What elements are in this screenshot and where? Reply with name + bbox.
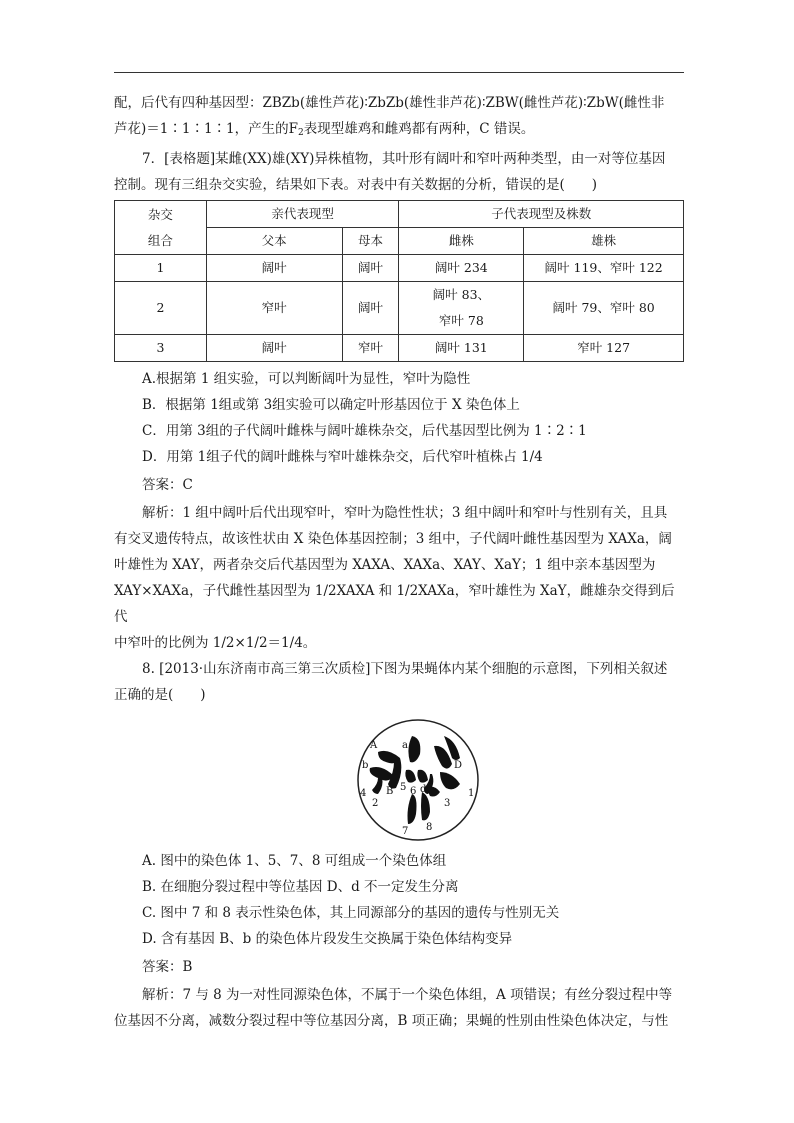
subscript: 2 — [298, 128, 304, 138]
text-fragment: 芦花)＝1∶1∶1∶1，产生的F — [114, 121, 298, 137]
cell-no: 3 — [115, 335, 207, 362]
q7-option-b: B．根据第 1组或第 3组实验可以确定叶形基因位于 X 染色体上 — [142, 397, 520, 413]
q7-option-d: D．用第 1组子代的阔叶雌株与窄叶雄株杂交，后代窄叶植株占 1/4 — [142, 449, 543, 465]
header-cross-line1: 杂交 — [147, 206, 173, 222]
label-6: 6 — [410, 786, 417, 797]
label-3: 3 — [444, 798, 451, 809]
cell-diagram — [356, 718, 480, 842]
header-female: 雌株 — [399, 228, 524, 255]
q8-option-a: A. 图中的染色体 1、5、7、8 可组成一个染色体组 — [142, 853, 447, 869]
cell-mother: 窄叶 — [342, 335, 399, 362]
label-5: 5 — [400, 782, 407, 793]
label-a: a — [402, 740, 408, 751]
q7-analysis-line1: 解析：1 组中阔叶后代出现窄叶，窄叶为隐性性状；3 组中阔叶和窄叶与性别有关，且具 — [142, 505, 668, 521]
cell-mother: 阔叶 — [342, 255, 399, 282]
label-d: d — [420, 784, 427, 795]
cell-no: 1 — [115, 255, 207, 282]
q8-analysis-line2: 位基因不分离，减数分裂过程中等位基因分离，B 项正确；果蝇的性别由性染色体决定，与性 — [114, 1013, 669, 1029]
q8-option-d: D. 含有基因 B、b 的染色体片段发生交换属于染色体结构变异 — [142, 931, 513, 947]
cell-no: 2 — [115, 282, 207, 335]
q7-stem-line1: 7．[表格题]某雌(XX)雄(XY)异株植物，其叶形有阔叶和窄叶两种类型，由一对等位基因 — [142, 151, 666, 167]
q8-option-c: C. 图中 7 和 8 表示性染色体，其上同源部分的基因的遗传与性别无关 — [142, 905, 560, 921]
label-7: 7 — [402, 826, 409, 837]
q8-stem-line2: 正确的是( ) — [114, 687, 206, 703]
prev-explanation-line1: 配，后代有四种基因型：ZBZb(雄性芦花)∶ZbZb(雄性非芦花)∶ZBW(雌性芦花)∶ZbW(雌性非 — [114, 95, 665, 111]
cell-female — [399, 282, 524, 335]
header-mother: 母本 — [342, 228, 399, 255]
prev-explanation-line2 — [114, 116, 684, 146]
header-offspring: 子代表现型及株数 — [399, 201, 684, 228]
q7-analysis-line5: 中窄叶的比例为 1/2×1/2＝1/4。 — [114, 635, 317, 651]
q8-stem-line1: 8. [2013·山东济南市高三第三次质检]下图为果蝇体内某个细胞的示意图，下列相关叙述 — [142, 661, 668, 677]
cell-mother: 阔叶 — [342, 282, 399, 335]
q7-option-a: A.根据第 1 组实验，可以判断阔叶为显性，窄叶为隐性 — [142, 371, 471, 387]
cell-father: 阔叶 — [206, 335, 342, 362]
q8-analysis-line1: 解析：7 与 8 为一对性同源染色体，不属于一个染色体组，A 项错误；有丝分裂过程中等 — [142, 987, 673, 1003]
header-father: 父本 — [206, 228, 342, 255]
cell-male: 阔叶 79、窄叶 80 — [524, 282, 684, 335]
q7-option-c: C．用第 3组的子代阔叶雌株与阔叶雄株杂交，后代基因型比例为 1∶2∶1 — [142, 423, 587, 439]
q7-table — [114, 200, 684, 362]
label-b: b — [362, 760, 369, 771]
label-D: D — [454, 760, 463, 771]
cell-female-line1: 阔叶 83、 — [432, 287, 491, 302]
label-4: 4 — [360, 788, 367, 799]
q7-analysis-line4: XAY×XAXa，子代雌性基因型为 1/2XAXA 和 1/2XAXa，窄叶雄性为 XaY，雌雄杂交得到后代 — [114, 583, 675, 625]
q8-answer: 答案：B — [142, 959, 193, 975]
text-fragment: 表现型雄鸡和雌鸡都有两种，C 错误。 — [303, 121, 535, 137]
page-content — [114, 90, 684, 1034]
table-row — [115, 282, 684, 335]
cell-female: 阔叶 131 — [399, 335, 524, 362]
q8-option-b: B. 在细胞分裂过程中等位基因 D、d 不一定发生分离 — [142, 879, 459, 895]
header-male: 雄株 — [524, 228, 684, 255]
label-8: 8 — [426, 822, 433, 833]
header-parent: 亲代表现型 — [206, 201, 399, 228]
table-row — [115, 255, 684, 282]
cell-membrane — [358, 720, 478, 840]
cell-male: 窄叶 127 — [524, 335, 684, 362]
header-cross-line2: 组合 — [147, 232, 173, 248]
label-1: 1 — [468, 788, 475, 799]
q7-answer: 答案：C — [142, 477, 193, 493]
label-2: 2 — [372, 798, 379, 809]
q7-analysis-line3: 叶雄性为 XAY，两者杂交后代基因型为 XAXA、XAXa、XAY、XaY；1 组中亲本基因型为 — [114, 557, 656, 573]
q7-analysis-line2: 有交叉遗传特点，故该性状由 X 染色体基因控制；3 组中，子代阔叶雌性基因型为 XAXa，阔 — [114, 531, 672, 547]
table-header-row — [115, 201, 684, 228]
cell-male: 阔叶 119、窄叶 122 — [524, 255, 684, 282]
table-row — [115, 335, 684, 362]
header-cross — [115, 201, 207, 255]
header-rule — [114, 72, 684, 73]
cell-female-line2: 窄叶 78 — [438, 313, 484, 328]
label-B: B — [386, 786, 394, 797]
cell-father: 窄叶 — [206, 282, 342, 335]
label-A: A — [370, 740, 378, 751]
q7-stem-line2: 控制。现有三组杂交实验，结果如下表。对表中有关数据的分析，错误的是( ) — [114, 177, 598, 193]
cell-female: 阔叶 234 — [399, 255, 524, 282]
cell-father: 阔叶 — [206, 255, 342, 282]
